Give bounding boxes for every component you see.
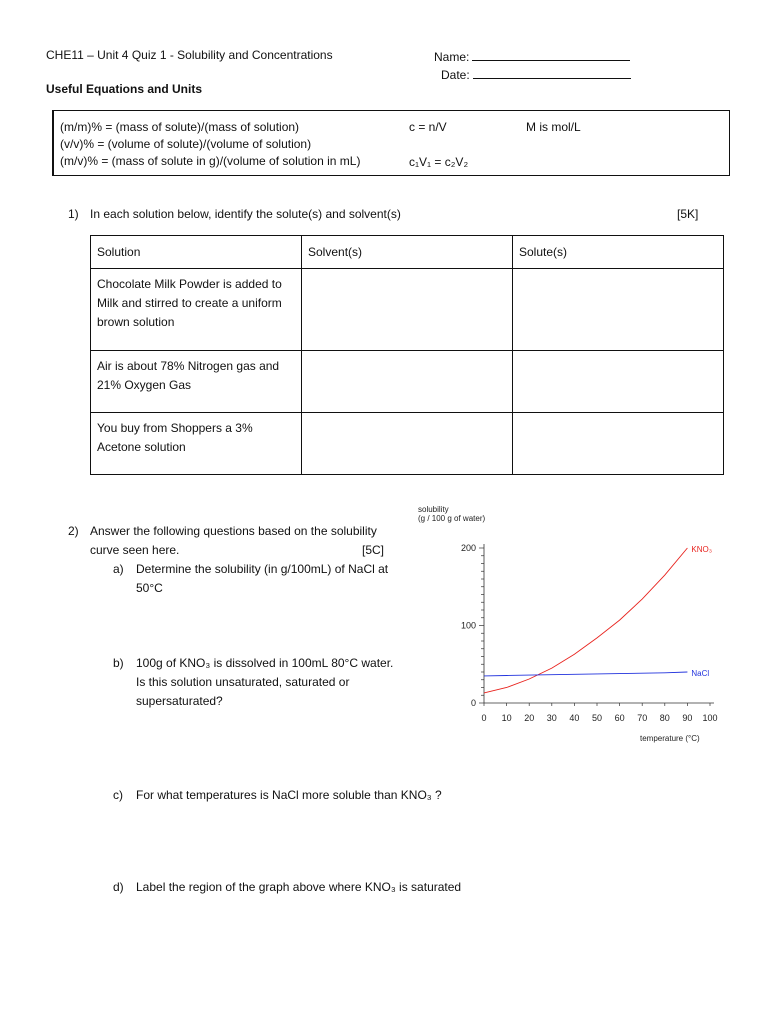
q2a-label: a) — [113, 562, 124, 576]
header-solute: Solute(s) — [513, 236, 724, 269]
solute-answer-cell[interactable] — [513, 413, 724, 475]
solution-cell: Chocolate Milk Powder is added to Milk and stirred to create a uniform brown solution — [91, 269, 302, 351]
equation-mass-percent: (m/m)% = (mass of solute)/(mass of solution) — [60, 120, 300, 134]
solute-answer-cell[interactable] — [513, 351, 724, 413]
header-solution: Solution — [91, 236, 302, 269]
name-field[interactable] — [434, 48, 630, 64]
solute-answer-cell[interactable] — [513, 269, 724, 351]
name-label: Name: — [434, 50, 470, 64]
solutions-table — [90, 235, 724, 475]
molarity-unit: M is mol/L — [526, 120, 581, 134]
q2-marks: [5C] — [362, 543, 385, 557]
series-label-kno: KNO₃ — [691, 545, 712, 554]
equation-mass-volume-percent: (m/v)% = (mass of solute in g)/(volume of solution in mL) — [60, 154, 361, 168]
q2b-text-line1: 100g of KNO₃ is dissolved in 100mL 80°C water. — [136, 656, 394, 670]
date-label: Date: — [441, 68, 470, 82]
q1-number: 1) — [68, 207, 79, 221]
solvent-answer-cell[interactable] — [302, 351, 513, 413]
x-tick-label: 50 — [591, 713, 603, 723]
quiz-title: CHE11 – Unit 4 Quiz 1 - Solubility and Concentrations — [46, 48, 333, 62]
q1-text: In each solution below, identify the solute(s) and solvent(s) — [90, 207, 401, 221]
date-blank[interactable] — [473, 66, 631, 79]
equation-volume-percent: (v/v)% = (volume of solute)/(volume of solution) — [60, 137, 312, 151]
q2c-text: For what temperatures is NaCl more soluble than KNO₃ ? — [136, 788, 442, 802]
x-tick-label: 0 — [481, 713, 487, 723]
series-line-nacl — [484, 672, 687, 676]
y-axis-units: (g / 100 g of water) — [418, 514, 486, 523]
header-solvent: Solvent(s) — [302, 236, 513, 269]
x-tick-label: 40 — [569, 713, 580, 723]
q2a-text-line2: 50°C — [136, 581, 163, 595]
solvent-answer-cell[interactable] — [302, 413, 513, 475]
table-row — [91, 269, 724, 351]
q2-number: 2) — [68, 524, 79, 538]
q2d-text: Label the region of the graph above where KNO₃ is saturated — [136, 880, 462, 894]
equation-concentration: c = n/V — [409, 120, 447, 134]
y-tick-label: 200 — [460, 543, 476, 553]
x-tick-label: 30 — [546, 713, 557, 723]
series-label-nacl: NaCl — [691, 669, 710, 678]
table-header-row — [91, 236, 724, 269]
q2d-label: d) — [113, 880, 124, 894]
x-tick-label: 90 — [682, 713, 693, 723]
y-tick-label: 0 — [470, 698, 476, 708]
x-tick-label: 70 — [637, 713, 648, 723]
table-row — [91, 413, 724, 475]
solution-cell: Air is about 78% Nitrogen gas and 21% Oxygen Gas — [91, 351, 302, 413]
x-tick-label: 100 — [702, 713, 718, 723]
solvent-answer-cell[interactable] — [302, 269, 513, 351]
x-tick-label: 80 — [659, 713, 670, 723]
q2a-text-line1: Determine the solubility (in g/100mL) of NaCl at — [136, 562, 389, 576]
y-tick-label: 100 — [460, 620, 476, 631]
solution-cell: You buy from Shoppers a 3% Acetone solution — [91, 413, 302, 475]
section-title: Useful Equations and Units — [46, 82, 203, 96]
equations-box — [52, 110, 730, 176]
x-tick-label: 60 — [614, 713, 625, 723]
q2b-text-line2: Is this solution unsaturated, saturated or — [136, 675, 350, 689]
x-tick-label: 20 — [524, 713, 535, 723]
equation-dilution: c₁V₁ = c₂V₂ — [409, 155, 469, 169]
q2c-label: c) — [113, 788, 123, 802]
q1-marks: [5K] — [677, 207, 699, 221]
q2-text-line2: curve seen here. — [90, 543, 180, 557]
table-row — [91, 351, 724, 413]
solubility-chart — [400, 500, 740, 750]
q2b-label: b) — [113, 656, 124, 670]
q2b-text-line3: supersaturated? — [136, 694, 223, 708]
date-field[interactable] — [441, 66, 631, 82]
y-axis-label: solubility — [418, 505, 449, 514]
x-tick-label: 10 — [501, 713, 512, 723]
x-axis-label: temperature (°C) — [640, 734, 700, 743]
q2-text-line1: Answer the following questions based on the solubility — [90, 524, 377, 538]
series-line-kno — [484, 548, 687, 693]
name-blank[interactable] — [472, 48, 630, 61]
